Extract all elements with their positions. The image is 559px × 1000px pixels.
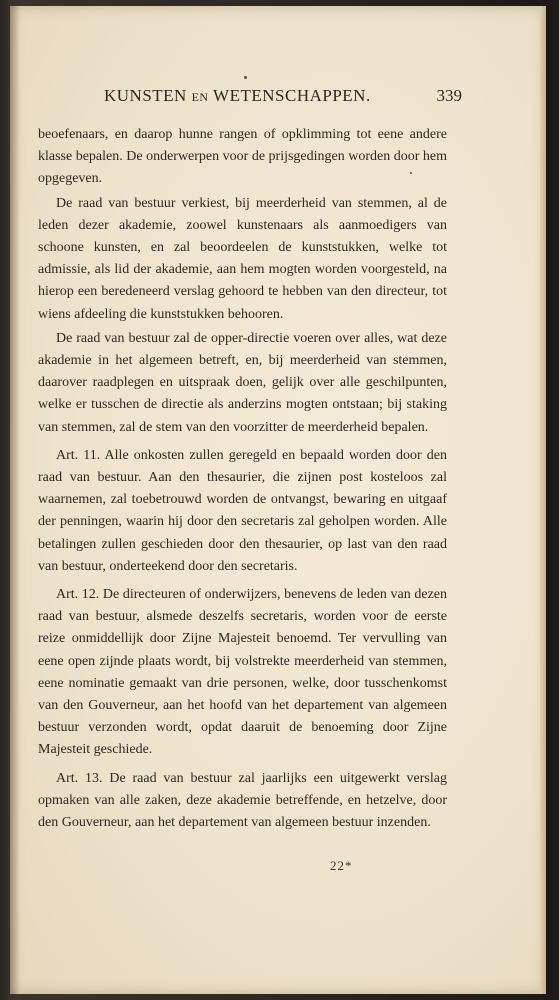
print-speck <box>244 76 247 79</box>
running-head-word-3: WETENSCHAPPEN. <box>213 86 371 105</box>
paragraph-art-12: Art. 12. De directeuren of onderwijzers, benevens de leden van dezen raad van bestuur, alsmede deszelfs secretaris, worden voor de eerste reize onmiddellijk door Zijne Majesteit benoemd. Ter vervulling van eene open zijnde plaats wordt, bij volstrekte meerderheid van stemmen, eene nominatie gemaakt van drie personen, welke, door tusschenkomst van den Gouverneur, aan het hoofd van het departement van algemeen bestuur verzonden wordt, opdat daaruit de benoeming door Zijne Majesteit geschiede. <box>38 587 447 758</box>
paragraph-opper-directie: De raad van bestuur zal de opper-directie voeren over alles, wat deze akademie in het algemeen betreft, en, bij meerderheid van stemmen, daarover raadplegen en uitspraak doen, gelijk over alle geschilpunten, welke er tusschen de directie als anderzins mogten ontstaan; bij staking van stemmen, zal de stem van den voorzitter de meerderheid bepalen. <box>38 330 447 435</box>
gutter-shadow <box>10 6 20 994</box>
page-edge <box>540 6 546 994</box>
running-head-title <box>104 86 371 106</box>
running-header <box>104 86 462 110</box>
paragraph-raad-verkiest: De raad van bestuur verkiest, bij meerderheid van stemmen, al de leden dezer akademie, zoowel kunstenaars als aanmoedigers van schoone kunsten, en zal beoordeelen de kunststukken, welke tot admissie, als lid der akademie, aan hem mogten worden voorgesteld, na hierop een beredeneerd verslag gehoord te hebben van den directeur, tot wiens afdeeling die kunststukken behooren. <box>38 195 447 322</box>
running-head-word-2: EN <box>191 90 209 104</box>
body-text <box>38 124 447 836</box>
paragraph-art-11: Art. 11. Alle onkosten zullen geregeld en bepaald worden door den raad van bestuur. Aan den thesaurier, die zijnen post kosteloos zal waarnemen, zal toebetrouwd worden de ontvangst, bewaring en uitgaaf der penningen, waarin hij door den secretaris zal geholpen worden. Alle betalingen zullen geschieden door den thesaurier, op last van den raad van bestuur, onderteekend door den secretaris. <box>38 447 447 574</box>
signature-mark: 22* <box>330 858 353 873</box>
paragraph-continuation: beoefenaars, en daarop hunne rangen of opklimming tot eene andere klasse bepalen. De onderwerpen voor de prijsgedingen worden door hem opgegeven. <box>38 127 447 187</box>
running-head-word-1: KUNSTEN <box>104 86 187 105</box>
page-number: 339 <box>436 86 462 105</box>
paragraph-art-13: Art. 13. De raad van bestuur zal jaarlijks een uitgewerkt verslag opmaken van alle zaken, deze akademie betreffende, en hetzelve, door den Gouverneur, aan het departement van algemeen bestuur inzenden. <box>38 770 447 831</box>
